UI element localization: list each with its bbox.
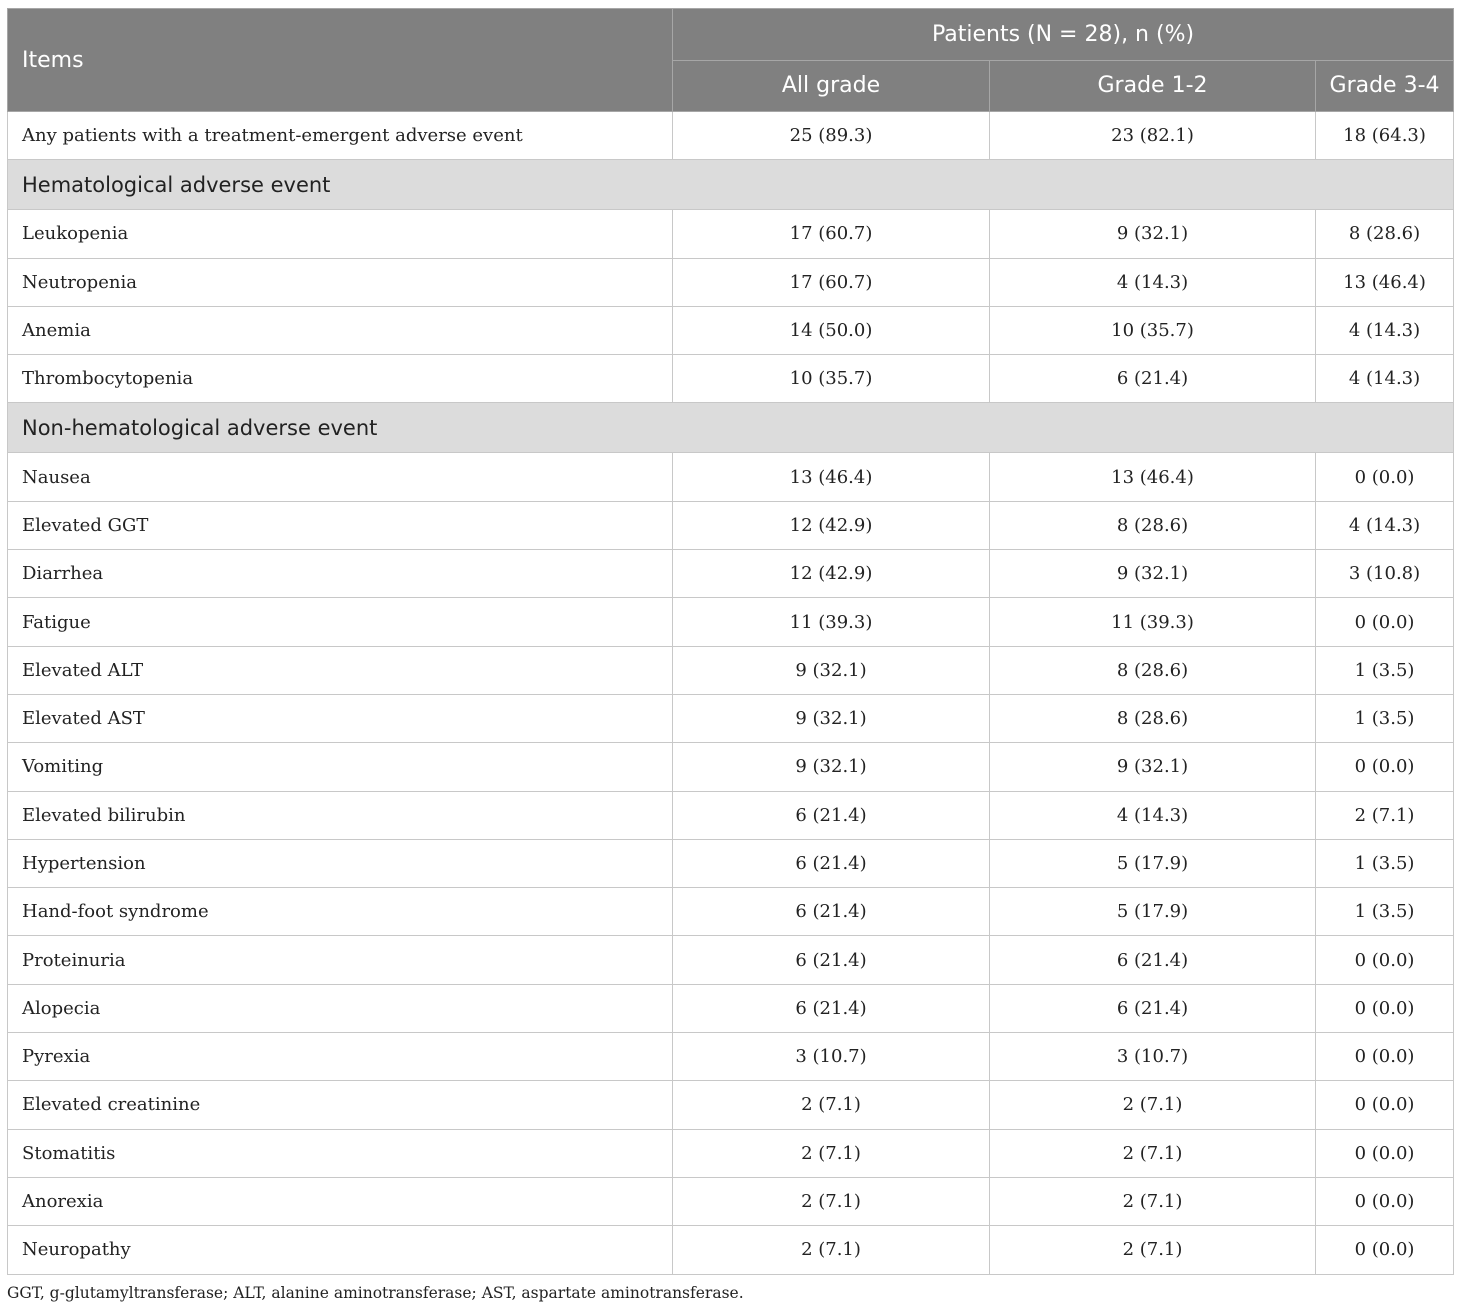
cell-grade-3-4: 8 (28.6) — [1316, 210, 1454, 258]
table-row — [8, 1129, 1454, 1177]
header-all-grade: All grade — [673, 60, 990, 112]
row-label: Diarrhea — [8, 550, 673, 598]
section-row — [8, 160, 1454, 210]
cell-all-grade: 9 (32.1) — [673, 694, 990, 742]
table-row-any-patients — [8, 112, 1454, 160]
table-row — [8, 888, 1454, 936]
cell-all-grade: 12 (42.9) — [673, 550, 990, 598]
table-row — [8, 694, 1454, 742]
cell-grade-1-2: 2 (7.1) — [990, 1177, 1316, 1225]
cell-grade-1-2: 9 (32.1) — [990, 210, 1316, 258]
cell-all-grade: 6 (21.4) — [673, 791, 990, 839]
table-row — [8, 453, 1454, 501]
row-label: Elevated creatinine — [8, 1081, 673, 1129]
cell-grade-1-2: 4 (14.3) — [990, 258, 1316, 306]
cell-grade-3-4: 4 (14.3) — [1316, 501, 1454, 549]
section-row — [8, 403, 1454, 453]
table-row — [8, 936, 1454, 984]
cell-grade-1-2: 6 (21.4) — [990, 936, 1316, 984]
row-label: Alopecia — [8, 984, 673, 1032]
cell-grade-1-2: 11 (39.3) — [990, 598, 1316, 646]
cell-grade-3-4: 1 (3.5) — [1316, 888, 1454, 936]
cell-grade-1-2: 3 (10.7) — [990, 1033, 1316, 1081]
section-title: Non-hematological adverse event — [8, 403, 1454, 453]
header-patients-group: Patients (N = 28), n (%) — [673, 9, 1454, 61]
cell-grade-3-4: 2 (7.1) — [1316, 791, 1454, 839]
cell-grade-1-2: 2 (7.1) — [990, 1129, 1316, 1177]
cell-grade-1-2: 6 (21.4) — [990, 984, 1316, 1032]
cell-all-grade: 9 (32.1) — [673, 743, 990, 791]
cell-all-grade: 17 (60.7) — [673, 258, 990, 306]
row-label: Hypertension — [8, 839, 673, 887]
cell-grade-3-4: 1 (3.5) — [1316, 646, 1454, 694]
row-label: Leukopenia — [8, 210, 673, 258]
cell-grade-3-4: 13 (46.4) — [1316, 258, 1454, 306]
table-row — [8, 1226, 1454, 1274]
cell-all-grade: 6 (21.4) — [673, 936, 990, 984]
row-label: Nausea — [8, 453, 673, 501]
cell-grade-1-2: 5 (17.9) — [990, 839, 1316, 887]
row-label: Hand-foot syndrome — [8, 888, 673, 936]
table-row — [8, 1081, 1454, 1129]
row-label: Stomatitis — [8, 1129, 673, 1177]
cell-grade-3-4: 4 (14.3) — [1316, 355, 1454, 403]
cell-all-grade: 2 (7.1) — [673, 1226, 990, 1274]
cell-all-grade: 10 (35.7) — [673, 355, 990, 403]
table-row — [8, 743, 1454, 791]
table-row — [8, 550, 1454, 598]
cell-all-grade: 9 (32.1) — [673, 646, 990, 694]
cell-grade-3-4: 0 (0.0) — [1316, 1177, 1454, 1225]
header-items: Items — [8, 9, 673, 112]
table-row — [8, 598, 1454, 646]
cell-grade-3-4: 0 (0.0) — [1316, 1033, 1454, 1081]
cell-grade-3-4: 0 (0.0) — [1316, 453, 1454, 501]
cell-all-grade: 25 (89.3) — [673, 112, 990, 160]
cell-grade-3-4: 0 (0.0) — [1316, 598, 1454, 646]
row-label: Pyrexia — [8, 1033, 673, 1081]
header-grade-1-2: Grade 1-2 — [990, 60, 1316, 112]
cell-grade-1-2: 10 (35.7) — [990, 306, 1316, 354]
cell-grade-3-4: 0 (0.0) — [1316, 1081, 1454, 1129]
table-row — [8, 306, 1454, 354]
cell-all-grade: 14 (50.0) — [673, 306, 990, 354]
header-row-group — [8, 9, 1454, 61]
cell-all-grade: 2 (7.1) — [673, 1129, 990, 1177]
cell-grade-1-2: 2 (7.1) — [990, 1226, 1316, 1274]
cell-all-grade: 17 (60.7) — [673, 210, 990, 258]
row-label: Elevated AST — [8, 694, 673, 742]
table-row — [8, 501, 1454, 549]
row-label: Neutropenia — [8, 258, 673, 306]
cell-grade-3-4: 0 (0.0) — [1316, 1226, 1454, 1274]
header-grade-3-4: Grade 3-4 — [1316, 60, 1454, 112]
table-row — [8, 355, 1454, 403]
adverse-events-table — [7, 8, 1454, 1275]
cell-grade-3-4: 0 (0.0) — [1316, 984, 1454, 1032]
cell-grade-1-2: 8 (28.6) — [990, 646, 1316, 694]
cell-grade-3-4: 3 (10.8) — [1316, 550, 1454, 598]
table-header — [8, 9, 1454, 112]
cell-grade-1-2: 9 (32.1) — [990, 550, 1316, 598]
cell-grade-3-4: 0 (0.0) — [1316, 1129, 1454, 1177]
table-row — [8, 839, 1454, 887]
cell-grade-3-4: 18 (64.3) — [1316, 112, 1454, 160]
cell-grade-1-2: 23 (82.1) — [990, 112, 1316, 160]
table-body — [8, 112, 1454, 1275]
table-row — [8, 646, 1454, 694]
cell-all-grade: 2 (7.1) — [673, 1081, 990, 1129]
cell-all-grade: 13 (46.4) — [673, 453, 990, 501]
cell-grade-3-4: 1 (3.5) — [1316, 839, 1454, 887]
cell-all-grade: 2 (7.1) — [673, 1177, 990, 1225]
table-row — [8, 791, 1454, 839]
cell-grade-3-4: 1 (3.5) — [1316, 694, 1454, 742]
cell-grade-1-2: 6 (21.4) — [990, 355, 1316, 403]
row-label: Proteinuria — [8, 936, 673, 984]
cell-grade-1-2: 8 (28.6) — [990, 501, 1316, 549]
row-label: Vomiting — [8, 743, 673, 791]
cell-grade-1-2: 8 (28.6) — [990, 694, 1316, 742]
row-label: Elevated bilirubin — [8, 791, 673, 839]
cell-all-grade: 12 (42.9) — [673, 501, 990, 549]
cell-grade-3-4: 4 (14.3) — [1316, 306, 1454, 354]
row-label: Anemia — [8, 306, 673, 354]
cell-grade-1-2: 2 (7.1) — [990, 1081, 1316, 1129]
section-title: Hematological adverse event — [8, 160, 1454, 210]
table-row — [8, 984, 1454, 1032]
cell-grade-3-4: 0 (0.0) — [1316, 936, 1454, 984]
cell-all-grade: 6 (21.4) — [673, 839, 990, 887]
table-footnote: GGT, g-glutamyltransferase; ALT, alanine aminotransferase; AST, aspartate aminotransferase. — [7, 1284, 744, 1302]
row-label: Anorexia — [8, 1177, 673, 1225]
cell-all-grade: 6 (21.4) — [673, 984, 990, 1032]
cell-grade-1-2: 4 (14.3) — [990, 791, 1316, 839]
row-label: Elevated ALT — [8, 646, 673, 694]
table-row — [8, 1033, 1454, 1081]
cell-all-grade: 3 (10.7) — [673, 1033, 990, 1081]
cell-grade-1-2: 9 (32.1) — [990, 743, 1316, 791]
row-label: Thrombocytopenia — [8, 355, 673, 403]
cell-all-grade: 6 (21.4) — [673, 888, 990, 936]
table-row — [8, 210, 1454, 258]
cell-all-grade: 11 (39.3) — [673, 598, 990, 646]
cell-grade-1-2: 5 (17.9) — [990, 888, 1316, 936]
cell-grade-1-2: 13 (46.4) — [990, 453, 1316, 501]
row-label: Elevated GGT — [8, 501, 673, 549]
row-label: Neuropathy — [8, 1226, 673, 1274]
cell-grade-3-4: 0 (0.0) — [1316, 743, 1454, 791]
table-row — [8, 258, 1454, 306]
table-row — [8, 1177, 1454, 1225]
row-label: Fatigue — [8, 598, 673, 646]
row-label: Any patients with a treatment-emergent adverse event — [8, 112, 673, 160]
